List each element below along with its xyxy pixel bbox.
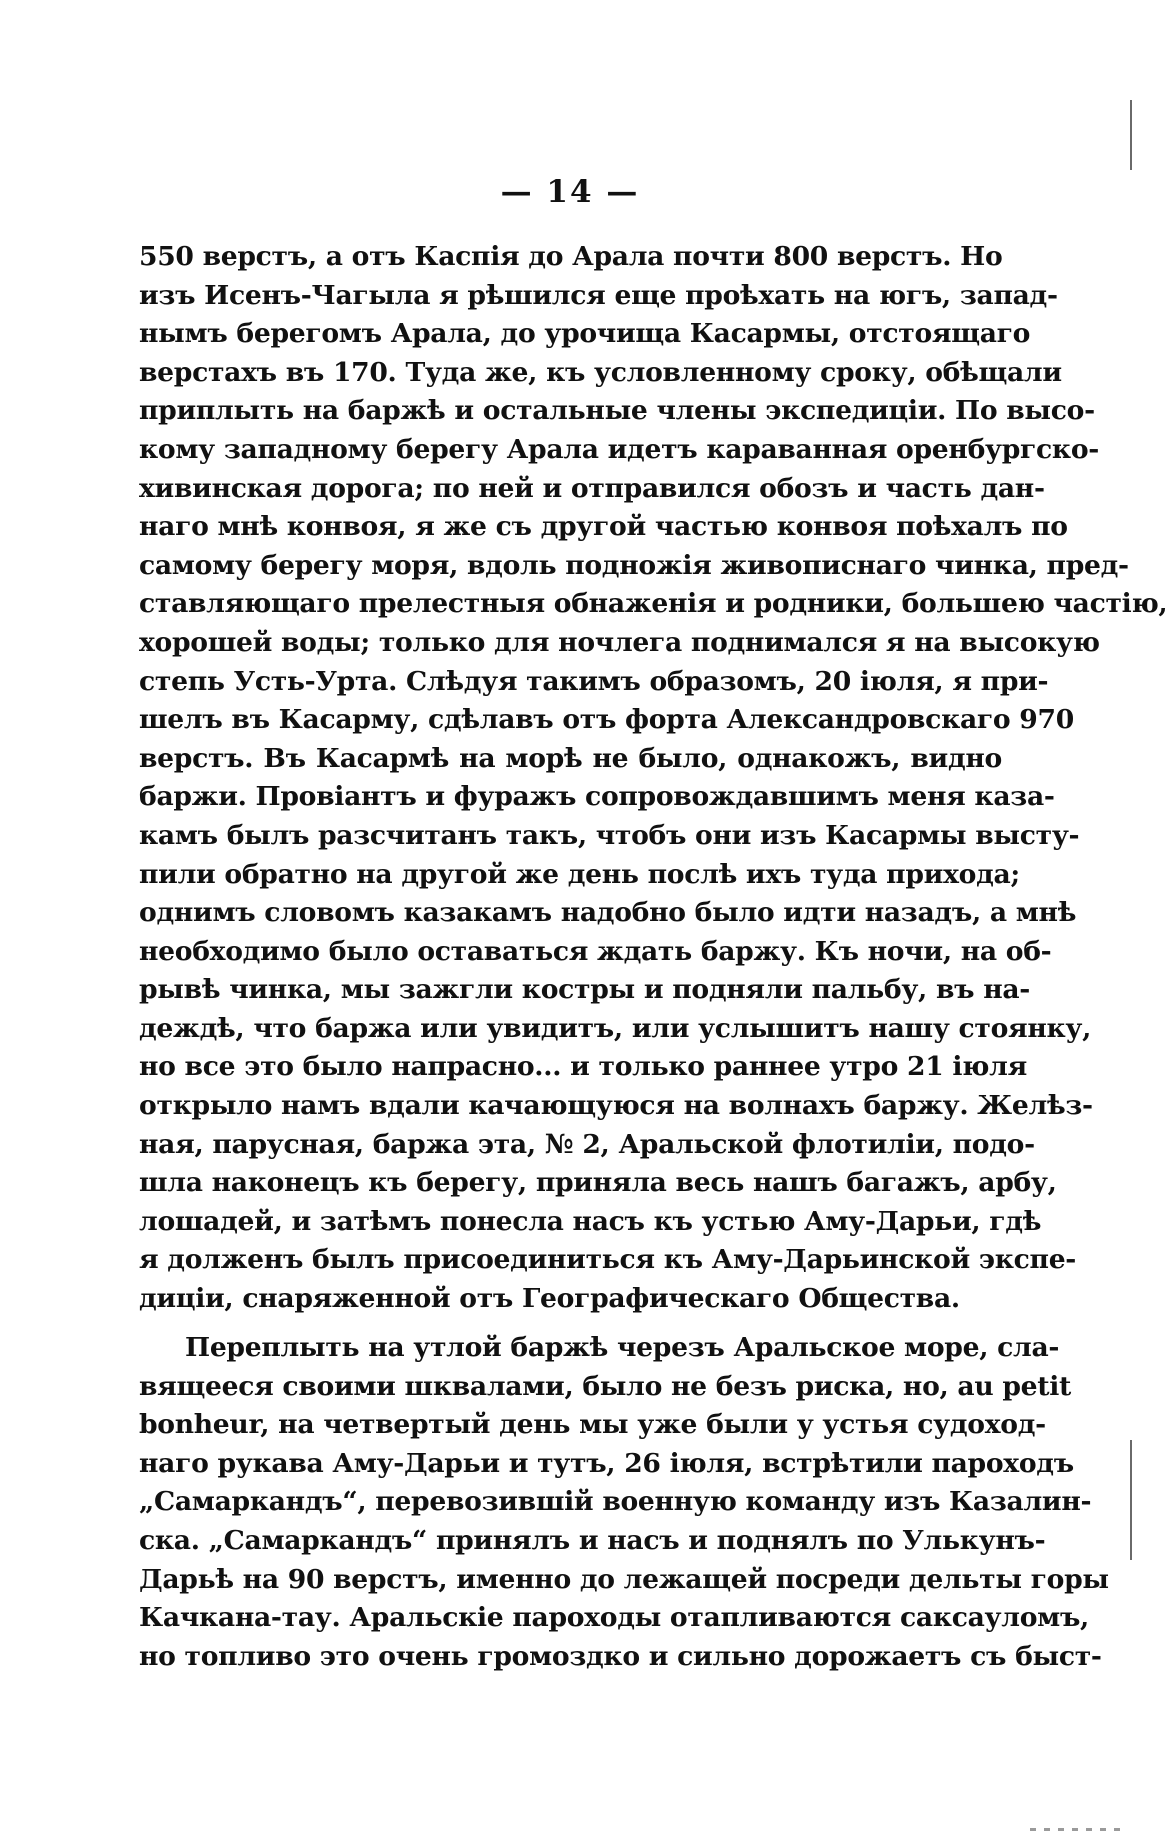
text-line: наго мнѣ конвоя, я же съ другой частью конвоя поѣхалъ по xyxy=(139,511,1068,543)
text-line: но все это было напрасно... и только раннее утро 21 іюля xyxy=(139,1051,1027,1083)
text-line: самому берегу моря, вдоль подножія живописнаго чинка, пред- xyxy=(139,549,1129,581)
text-line: Дарьѣ на 90 верстъ, именно до лежащей посреди дельты горы xyxy=(139,1563,1109,1595)
page-number: — 14 — xyxy=(500,174,640,210)
text-line: я долженъ былъ присоединиться къ Аму-Дарьинской экспе- xyxy=(139,1244,1077,1276)
text-line: диціи, снаряженной отъ Географическаго Общества. xyxy=(139,1283,960,1315)
page-edge-mark xyxy=(1130,1440,1132,1560)
text-line: наго рукава Аму-Дарьи и тутъ, 26 іюля, встрѣтили пароходъ xyxy=(139,1447,1074,1479)
text-line: но топливо это очень громоздко и сильно дорожаетъ съ быст- xyxy=(139,1640,1102,1672)
text-line: ставляющаго прелестныя обнаженія и родники, большею частію, xyxy=(139,588,1167,620)
text-line: пили обратно на другой же день послѣ ихъ туда прихода; xyxy=(139,858,1020,890)
text-line: баржи. Провіантъ и фуражъ сопровождавшимъ меня каза- xyxy=(139,781,1055,813)
text-line: 550 верстъ, а отъ Каспія до Арала почти 800 верстъ. Но xyxy=(139,241,1003,272)
text-line: верстъ. Въ Касармѣ на морѣ не было, однакожъ, видно xyxy=(139,742,1002,774)
paragraph-1 xyxy=(139,238,1167,1319)
text-line: вящееся своими шквалами, было не безъ риска, но, au petit xyxy=(139,1370,1072,1402)
text-line: Переплыть на утлой баржѣ черезъ Аральское море, сла- xyxy=(185,1332,1060,1363)
text-line: деждѣ, что баржа или увидитъ, или услышитъ нашу стоянку, xyxy=(139,1012,1092,1044)
text-line: нымъ берегомъ Арала, до урочища Касармы, отстоящаго xyxy=(139,318,1031,350)
text-line: Качкана-тау. Аральскіе пароходы отапливаются саксауломъ, xyxy=(139,1602,1090,1634)
text-line: bonheur, на четвертый день мы уже были у устья судоход- xyxy=(139,1409,1046,1441)
text-line: ска. „Самаркандъ“ принялъ и насъ и поднялъ по Улькунъ- xyxy=(139,1524,1046,1556)
paragraph-2 xyxy=(139,1329,1109,1676)
text-line: необходимо было оставаться ждать баржу. Къ ночи, на об- xyxy=(139,935,1052,967)
text-line: рывѣ чинка, мы зажгли костры и подняли пальбу, въ на- xyxy=(139,974,1031,1006)
text-line: степь Усть-Урта. Слѣдуя такимъ образомъ, 20 іюля, я при- xyxy=(139,665,1049,697)
text-line: „Самаркандъ“, перевозившій военную команду изъ Казалин- xyxy=(139,1486,1092,1518)
text-line: шла наконецъ къ берегу, приняла весь нашъ багажъ, арбу, xyxy=(139,1167,1057,1199)
text-line: однимъ словомъ казакамъ надобно было идти назадъ, а мнѣ xyxy=(139,897,1077,929)
text-line: кому западному берегу Арала идетъ караванная оренбургско- xyxy=(139,433,1100,465)
text-line: хивинская дорога; по ней и отправился обозъ и часть дан- xyxy=(139,472,1045,504)
text-line: изъ Исенъ-Чагыла я рѣшился еще проѣхать на югъ, запад- xyxy=(139,279,1058,311)
text-line: ная, парусная, баржа эта, № 2, Аральской флотиліи, подо- xyxy=(139,1128,1035,1160)
text-line: приплыть на баржѣ и остальные члены экспедиціи. По высо- xyxy=(139,395,1095,427)
page-edge-mark xyxy=(1130,100,1132,170)
text-line: лошадей, и затѣмъ понесла насъ къ устью Аму-Дарьи, гдѣ xyxy=(139,1205,1042,1237)
text-line: шелъ въ Касарму, сдѣлавъ отъ форта Александровскаго 970 xyxy=(139,704,1074,736)
text-line: открыло намъ вдали качающуюся на волнахъ баржу. Желѣз- xyxy=(139,1090,1093,1122)
text-line: хорошей воды; только для ночлега поднимался я на высокую xyxy=(139,626,1100,658)
text-line: верстахъ въ 170. Туда же, къ условленному сроку, обѣщали xyxy=(139,356,1062,388)
scan-artifact xyxy=(1030,1828,1120,1831)
text-line: камъ былъ разсчитанъ такъ, чтобъ они изъ Касармы высту- xyxy=(139,819,1080,851)
